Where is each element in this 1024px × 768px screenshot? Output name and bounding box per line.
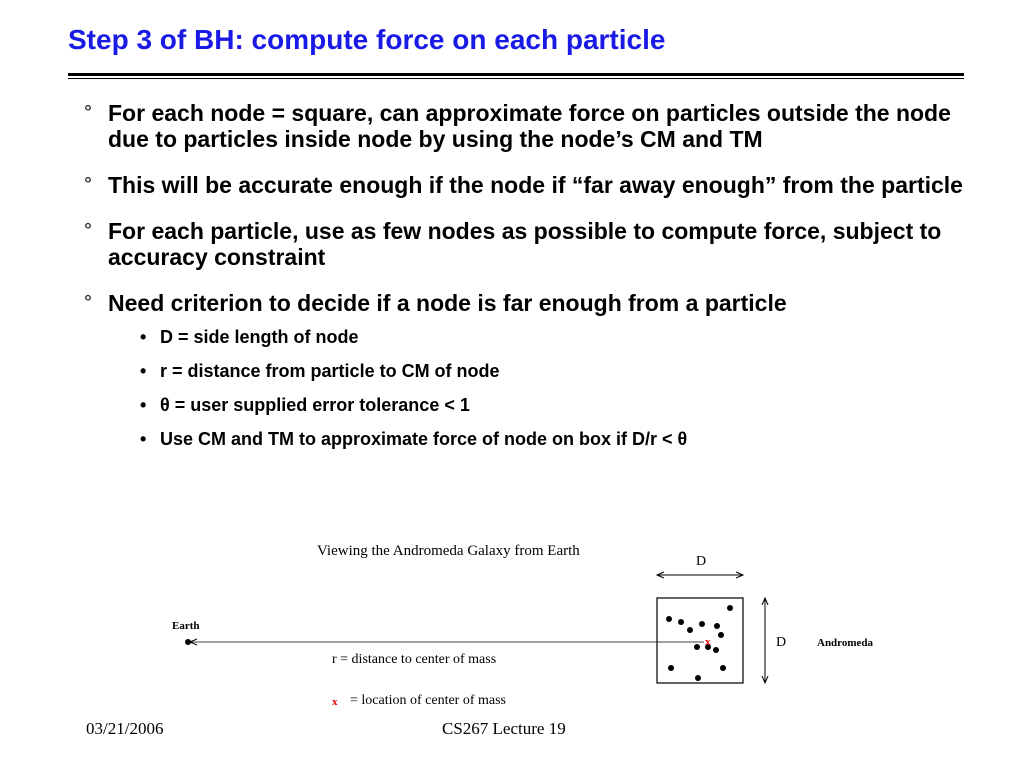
footer-course: CS267 Lecture 19 [442, 719, 566, 738]
particle [718, 632, 724, 638]
bullet-item [84, 290, 984, 316]
particle [666, 616, 672, 622]
particle [668, 665, 674, 671]
particle [699, 621, 705, 627]
bullet-marker: ° [84, 102, 92, 124]
r-definition: r = distance to center of mass [332, 652, 497, 667]
legend-x-marker: x [332, 696, 338, 708]
andromeda-label: Andromeda [817, 637, 874, 649]
bullet-marker: ° [84, 220, 92, 242]
sub-bullet-text: r = distance from particle to CM of node [160, 361, 500, 381]
particle [713, 647, 719, 653]
x-definition: = location of center of mass [350, 693, 507, 708]
d-side-label: D [776, 635, 787, 650]
bullet-item [84, 218, 984, 270]
particle [727, 605, 733, 611]
bullet-text: This will be accurate enough if the node if “far away enough” from the particle [108, 172, 963, 198]
sub-bullet-marker: • [140, 395, 147, 415]
bullet-list [84, 100, 984, 462]
center-of-mass-marker: x [705, 636, 711, 648]
sub-bullet-text: θ = user supplied error tolerance < 1 [160, 395, 470, 415]
sub-bullet-text: D = side length of node [160, 327, 359, 347]
bullet-text: Need criterion to decide if a node is far enough from a particle [108, 290, 787, 316]
particles [666, 605, 733, 681]
bullet-text: For each node = square, can approximate force on particles outside the node due to particles inside node by using the node’s CM and TM [108, 100, 951, 152]
footer-date: 03/21/2006 [86, 719, 164, 738]
bullet-marker: ° [84, 292, 92, 314]
sub-bullet-item [84, 360, 984, 382]
bullet-marker: ° [84, 174, 92, 196]
particle [694, 644, 700, 650]
particle [678, 619, 684, 625]
bullet-item [84, 172, 984, 198]
andromeda-diagram [160, 535, 900, 710]
sub-bullet-marker: • [140, 429, 147, 449]
slide-title: Step 3 of BH: compute force on each particle [68, 24, 666, 55]
particle [687, 627, 693, 633]
title-divider [68, 73, 964, 79]
bullet-item [84, 100, 984, 152]
figure-caption: Viewing the Andromeda Galaxy from Earth [317, 543, 580, 559]
particle [714, 623, 720, 629]
sub-bullet-marker: • [140, 327, 147, 347]
particle [695, 675, 701, 681]
sub-bullet-text: Use CM and TM to approximate force of node on box if D/r < θ [160, 429, 688, 449]
bullet-text: For each particle, use as few nodes as possible to compute force, subject to accuracy constraint [108, 218, 942, 270]
sub-bullet-item [84, 394, 984, 416]
sub-bullet-item [84, 326, 984, 348]
d-top-label: D [696, 554, 707, 569]
sub-bullet-marker: • [140, 361, 147, 381]
sub-bullet-item [84, 428, 984, 450]
particle [720, 665, 726, 671]
earth-label: Earth [172, 620, 200, 632]
